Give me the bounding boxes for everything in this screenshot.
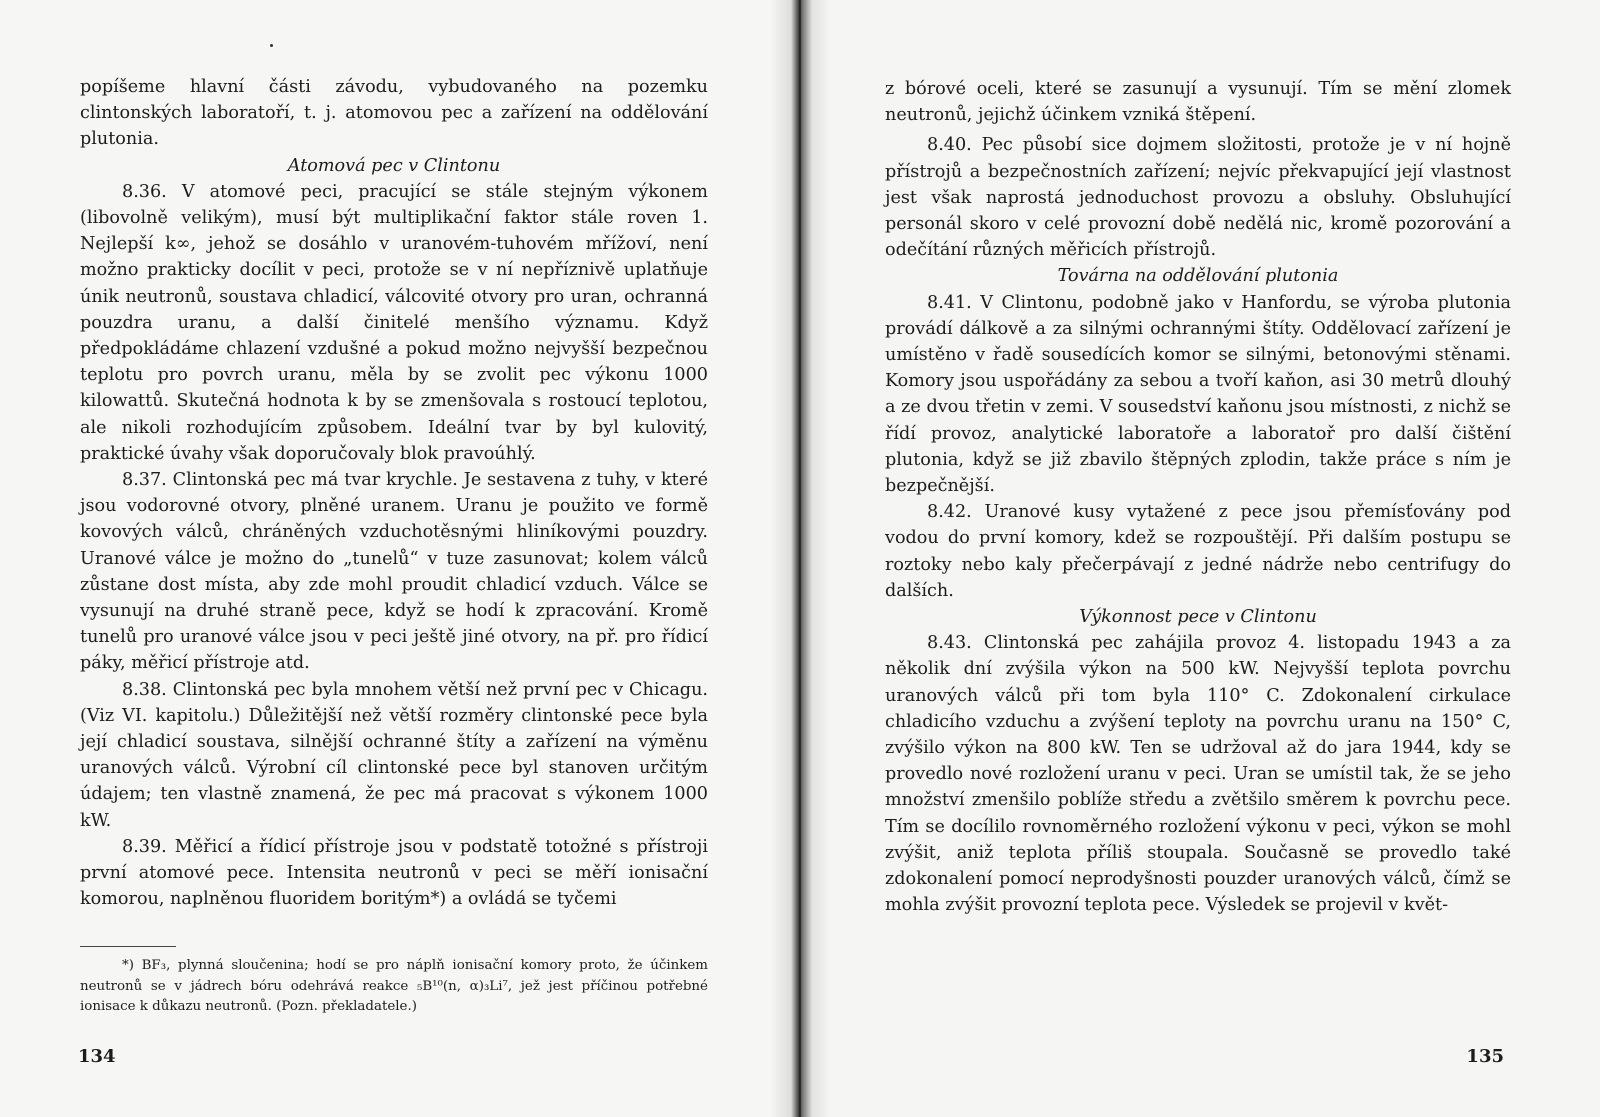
speck-mark (270, 44, 273, 47)
paragraph-8-43: 8.43. Clintonská pec zahájila provoz 4. listopadu 1943 a za několik dní zvýšila výkon na 500 kW. Nejvyšší teplota povrchu uranových válců při tom byla 110° C. Zdokonalení cirkulace chladicího vzduchu a zvýšení teploty na povrchu uranu na 150° C, zvýšilo výkon na 800 kW. Ten se udržoval až do jara 1944, kdy se provedlo nové rozložení uranu v peci. Uran se umístil tak, že se jeho množství zmenšilo poblíže středu a zvětšilo směrem k povrchu pece. Tím se docílilo rovnoměrného rozložení výkonu v peci, výkon se mohl zvýšit, aniž teplota příliš stoupala. Současně se provedlo také zdokonalení pomocí neprodyšnosti pouzder uranových válců, čímž se mohla zvýšit provozní teplota pece. Výsledek se projevil v květ- (885, 633, 1511, 916)
left-page-text (80, 74, 708, 913)
footnote (80, 956, 708, 1018)
paragraph-8-38: 8.38. Clintonská pec byla mnohem větší než první pec v Chicagu. (Viz VI. kapitolu.) Důležitější než větší rozměry clintonské pece byla její chladicí soustava, silnější ochranné štíty a zařízení na výměnu uranových válců. Výrobní cíl clintonské pece byl stanoven určitým údajem; ten vlastně znamená, že pec má pracovat s výkonem 1000 kW. (80, 679, 708, 831)
right-intro-paragraph: z bórové oceli, které se zasunují a vysunují. Tím se mění zlomek neutronů, jejichž účinkem vzniká štěpení. (885, 79, 1511, 126)
right-section-heading-2: Výkonnost pece v Clintonu (1079, 607, 1317, 628)
page-number-left: 134 (78, 1046, 116, 1067)
right-page-text (885, 76, 1511, 919)
paragraph-8-41: 8.41. V Clintonu, podobně jako v Hanfordu, se výroba plutonia provádí dálkově a za silnými ochrannými štíty. Oddělovací zařízení je umístěno v řadě sousedících komor se silnými, betonovými stěnami. Komory jsou uspořádány za sebou a tvoří kaňon, asi 30 metrů dlouhý a ze dvou třetin v zemi. V sousedství kaňonu jsou místnosti, z nichž se řídí provoz, analytické laboratoře a laboratoř pro další čištění plutonia, když se již zbavilo štěpných zplodin, takže práce s ním je bezpečnější. (885, 292, 1511, 497)
paragraph-8-39: 8.39. Měřicí a řídicí přístroje jsou v podstatě totožné s přístroji první atomové pece. Intensita neutronů v peci se měří ionisační komorou, naplněnou fluoridem boritým*) a ovládá se tyčemi (80, 836, 708, 910)
right-page (795, 0, 1600, 1117)
paragraph-8-40: 8.40. Pec působí sice dojmem složitosti, protože je v ní hojně přístrojů a bezpečnostních zařízení; nejvíc překvapující její vlastnost jest však naprostá jednoduchost provozu a obsluhy. Obsluhující personál skoro v celé provozní době nedělá nic, kromě pozorování a odečítání různých měřicích přístrojů. (885, 135, 1511, 261)
book-gutter-shadow (770, 0, 830, 1117)
right-section-heading-1: Továrna na oddělování plutonia (1057, 266, 1339, 287)
paragraph-8-37: 8.37. Clintonská pec má tvar krychle. Je sestavena z tuhy, v které jsou vodorovné otvory, plněné uranem. Uranu je použito ve formě kovových válců, chráněných vzduchotěsnými hliníkovými pouzdry. Uranové válce je možno do „tunelů“ v tuze zasunovat; kolem válců zůstane dost místa, aby zde mohl proudit chladicí vzduch. Válce se vysunují na druhé straně pece, když se hodí k zpracování. Kromě tunelů pro uranové válce jsou v peci ještě jiné otvory, na př. pro řídicí páky, měřicí přístroje atd. (80, 470, 708, 674)
paragraph-8-36: 8.36. V atomové peci, pracující se stále stejným výkonem (libovolně velikým), musí být multiplikační faktor stále roven 1. Nejlepší k∞, jehož se dosáhlo v uranovém-tuhovém mřížoví, není možno prakticky docílit v peci, protože se v ní nepříznivě uplatňuje únik neutronů, soustava chladicí, válcovité otvory pro uran, ochranná pouzdra uranu, a další činitelé menšího významu. Když předpokládáme chlazení vzdušné a pokud možno nejvyšší bezpečnou teplotu pro povrch uranu, měla by se zvolit pec výkonu 1000 kilowattů. Skutečná hodnota k by se zmenšovala s rostoucí teplotou, ale nikoli rozhodujícím způsobem. Ideální tvar by byl kulovitý, praktické úvahy však doporučovaly blok pravoúhlý. (80, 181, 708, 464)
left-intro-paragraph: popíšeme hlavní části závodu, vybudovaného na pozemku clintonských laboratoří, t. j. atomovou pec a zařízení na oddělování plutonia. (80, 77, 708, 150)
left-section-heading: Atomová pec v Clintonu (287, 155, 501, 176)
left-page (0, 0, 795, 1117)
paragraph-8-42: 8.42. Uranové kusy vytažené z pece jsou přemísťovány pod vodou do první komory, kdež se rozpouštějí. Při dalším postupu se roztoky nebo kaly přečerpávají z jedné nádrže nebo centrifugy do dalších. (885, 502, 1511, 601)
page-number-right: 135 (1466, 1046, 1504, 1067)
footnote-text: *) BF₃, plynná sloučenina; hodí se pro náplň ionisační komory proto, že účinkem neutronů se v jádrech bóru odehrává reakce ₅B¹⁰(n, α)₃Li⁷, jež jest příčinou potřebné ionisace k důkazu neutronů. (Pozn. překladatele.) (80, 958, 708, 1014)
footnote-divider (80, 946, 176, 947)
